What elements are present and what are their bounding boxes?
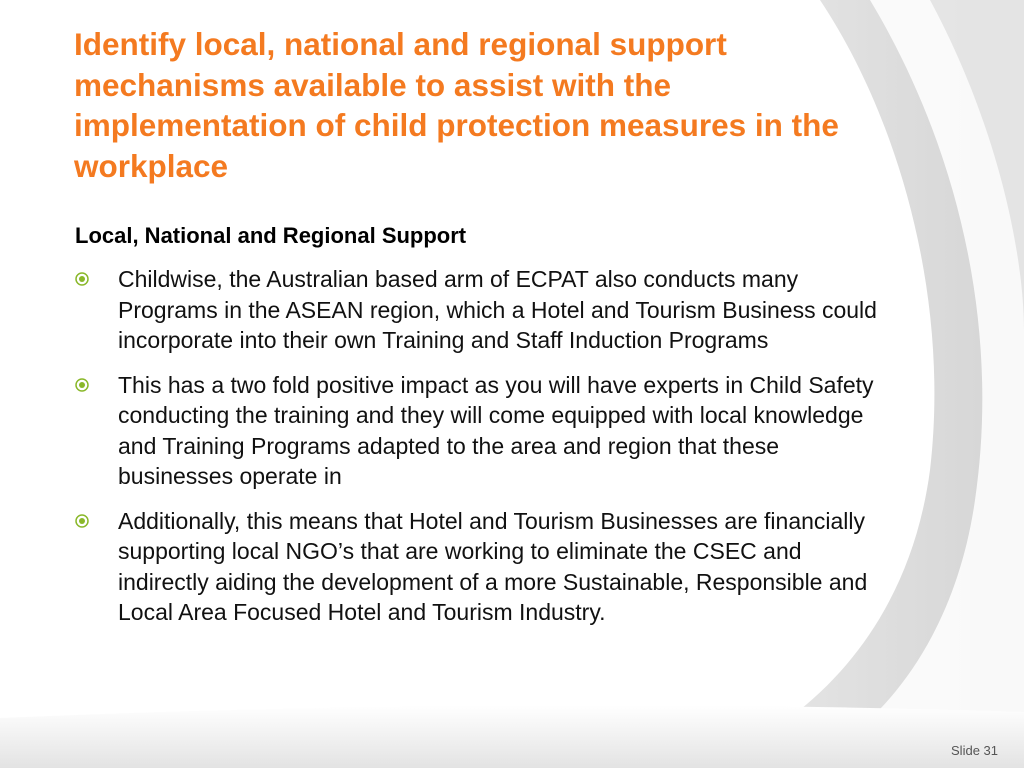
bullet-item (75, 370, 895, 492)
slide-number: Slide 31 (951, 743, 998, 758)
slide-title: Identify local, national and regional support mechanisms available to assist with the implementation of child protection measures in the workplace (74, 26, 839, 184)
bullet-item (75, 506, 895, 628)
bullet-list (75, 264, 895, 642)
bullet-item (75, 264, 895, 356)
bullet-text: This has a two fold positive impact as you will have experts in Child Safety conducting the training and they will come equipped with local knowledge and Training Programs adapted to the area and region that these businesses operate in (118, 371, 874, 489)
circle-dot-icon (75, 378, 89, 392)
bullet-text: Childwise, the Australian based arm of ECPAT also conducts many Programs in the ASEAN region, which a Hotel and Tourism Business could incorporate into their own Training and Staff Induction Programs (118, 266, 877, 353)
bullet-text: Additionally, this means that Hotel and Tourism Businesses are financially supporting local NGO’s that are working to eliminate the CSEC and indirectly aiding the development of a more Sustainable, Responsible and Local Area Focused Hotel and Tourism Industry. (118, 507, 868, 625)
section-heading: Local, National and Regional Support (75, 223, 467, 248)
circle-dot-icon (75, 272, 89, 286)
circle-dot-icon (75, 514, 89, 528)
